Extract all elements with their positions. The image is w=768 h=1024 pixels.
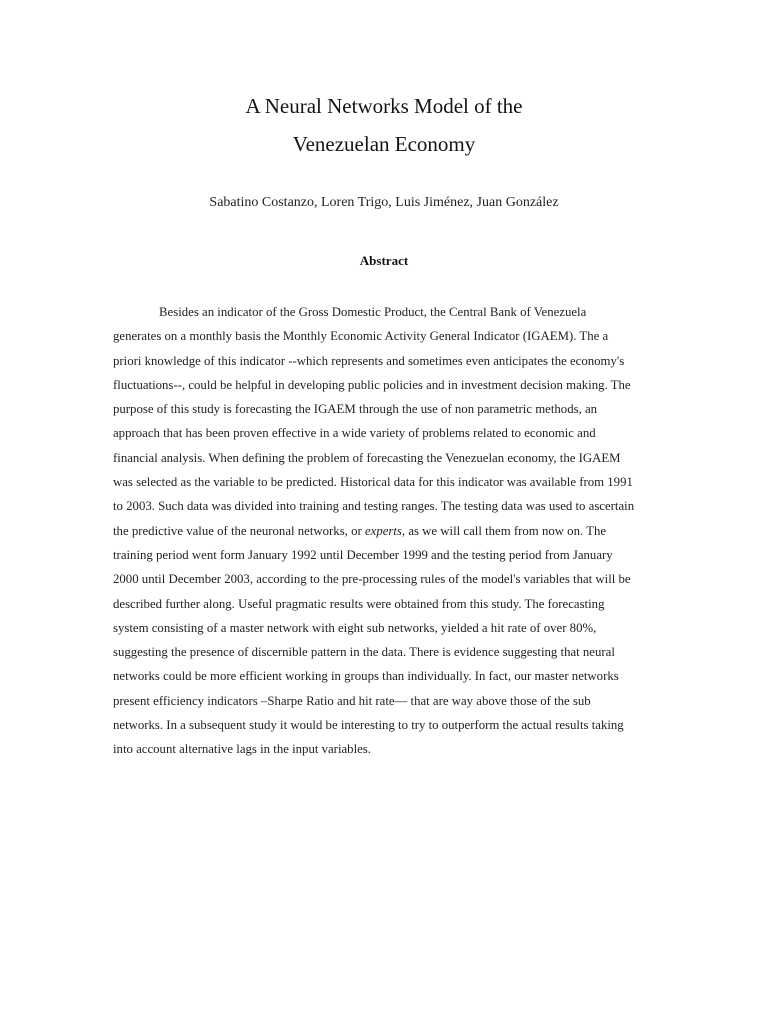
abstract-line: priori knowledge of this indicator --which represents and sometimes even anticipates the economy's — [113, 353, 625, 368]
abstract-line: networks could be more efficient working in groups than individually. In fact, our master networks — [113, 669, 619, 684]
abstract-line: approach that has been proven effective in a wide variety of problems related to economic and — [113, 426, 596, 441]
abstract-line: fluctuations--, could be helpful in developing public policies and in investment decision making. The — [113, 377, 631, 392]
abstract-line: suggesting the presence of discernible pattern in the data. There is evidence suggesting that neural — [113, 645, 615, 660]
title-line-2: Venezuelan Economy — [292, 132, 476, 156]
abstract-line-mixed — [113, 519, 658, 543]
abstract-line: system consisting of a master network with eight sub networks, yielded a hit rate of over 80%, — [113, 620, 597, 635]
title-line-1: A Neural Networks Model of the — [245, 94, 523, 118]
abstract-text: , as we will call them from now on. The — [401, 523, 607, 538]
abstract-line: training period went form January 1992 until December 1999 and the testing period from January — [113, 547, 613, 562]
abstract-line: purpose of this study is forecasting the IGAEM through the use of non parametric methods, an — [113, 402, 598, 417]
author-list: Sabatino Costanzo, Loren Trigo, Luis Jiménez, Juan González — [209, 195, 559, 210]
abstract-line: networks. In a subsequent study it would be interesting to try to outperform the actual results taking — [113, 718, 624, 733]
abstract-line: was selected as the variable to be predicted. Historical data for this indicator was available from 1991 — [113, 475, 633, 490]
abstract-line: Besides an indicator of the Gross Domestic Product, the Central Bank of Venezuela — [159, 305, 587, 319]
abstract-line: into account alternative lags in the input variables. — [113, 742, 371, 757]
abstract-line: 2000 until December 2003, according to the pre-processing rules of the model's variables that will be — [113, 572, 631, 587]
abstract-body — [113, 300, 658, 762]
abstract-italic-term: experts — [364, 523, 402, 538]
paper-title — [0, 87, 768, 163]
abstract-line: generates on a monthly basis the Monthly Economic Activity General Indicator (IGAEM). The a — [113, 329, 609, 344]
abstract-line: present efficiency indicators –Sharpe Ratio and hit rate— that are way above those of the sub — [113, 693, 591, 708]
abstract-heading: Abstract — [359, 253, 409, 268]
abstract-text: the predictive value of the neuronal networks, or — [113, 523, 362, 538]
abstract-line: to 2003. Such data was divided into training and testing ranges. The testing data was used to ascertain — [113, 499, 635, 514]
abstract-line: described further along. Useful pragmatic results were obtained from this study. The forecasting — [113, 596, 605, 611]
abstract-line: financial analysis. When defining the problem of forecasting the Venezuelan economy, the IGAEM — [113, 450, 621, 465]
